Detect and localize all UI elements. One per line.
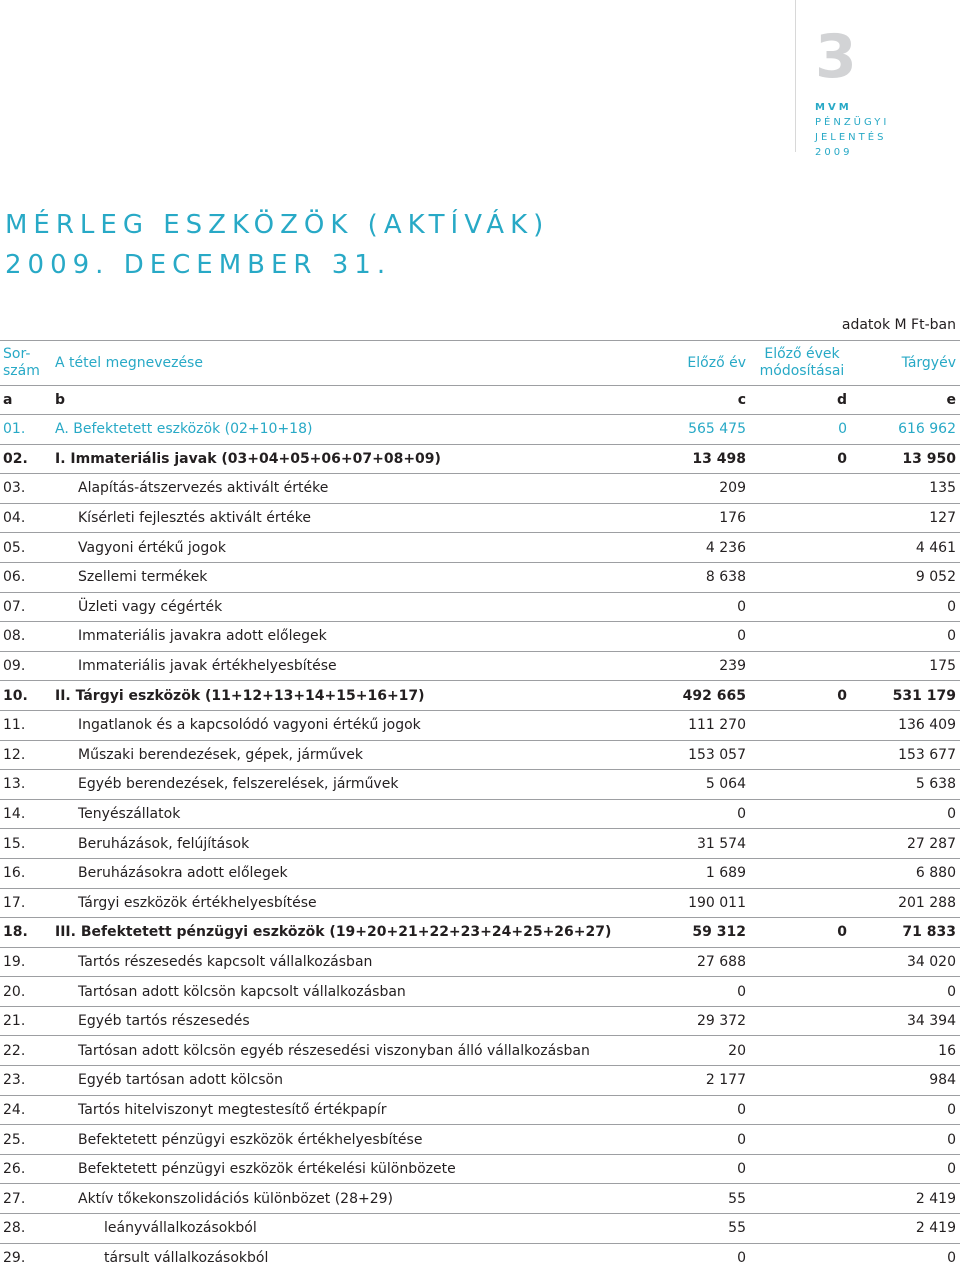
row-prev-year: 565 475 (627, 415, 750, 445)
row-label: társult vállalkozásokból (52, 1243, 627, 1272)
table-row (0, 1154, 960, 1184)
row-adjustment (750, 710, 855, 740)
header-current-year: Tárgyév (855, 341, 960, 386)
row-prev-year: 0 (627, 622, 750, 652)
row-adjustment (750, 1036, 855, 1066)
row-number: 27. (0, 1184, 52, 1214)
table-row (0, 592, 960, 622)
row-adjustment (750, 651, 855, 681)
row-prev-year: 0 (627, 592, 750, 622)
row-current-year: 6 880 (855, 858, 960, 888)
row-prev-year: 55 (627, 1184, 750, 1214)
table-row (0, 415, 960, 445)
row-number: 21. (0, 1006, 52, 1036)
title-line-2: 2009. DECEMBER 31. (5, 250, 392, 280)
row-current-year: 9 052 (855, 562, 960, 592)
row-number: 15. (0, 829, 52, 859)
page-title (5, 205, 549, 285)
row-current-year: 153 677 (855, 740, 960, 770)
table-row (0, 1095, 960, 1125)
row-prev-year: 492 665 (627, 681, 750, 711)
row-label: Ingatlanok és a kapcsolódó vagyoni értékű jogok (52, 710, 627, 740)
row-prev-year: 0 (627, 977, 750, 1007)
table-row (0, 1184, 960, 1214)
row-adjustment: 0 (750, 681, 855, 711)
table-row (0, 1066, 960, 1096)
row-label: Tartós részesedés kapcsolt vállalkozásban (52, 947, 627, 977)
row-adjustment (750, 1214, 855, 1244)
row-label: Aktív tőkekonszolidációs különbözet (28+29) (52, 1184, 627, 1214)
row-number: 13. (0, 770, 52, 800)
row-current-year: 71 833 (855, 918, 960, 948)
table-row (0, 829, 960, 859)
row-current-year: 0 (855, 622, 960, 652)
table-row (0, 562, 960, 592)
row-label: leányvállalkozásokból (52, 1214, 627, 1244)
row-adjustment (750, 562, 855, 592)
table-row (0, 444, 960, 474)
letter-d: d (750, 386, 855, 415)
row-current-year: 2 419 (855, 1214, 960, 1244)
row-adjustment (750, 1006, 855, 1036)
corner-divider (795, 0, 796, 152)
row-prev-year: 20 (627, 1036, 750, 1066)
row-prev-year: 13 498 (627, 444, 750, 474)
table-row (0, 977, 960, 1007)
row-label: Egyéb tartós részesedés (52, 1006, 627, 1036)
row-number: 04. (0, 503, 52, 533)
row-adjustment (750, 503, 855, 533)
row-current-year: 0 (855, 799, 960, 829)
row-label: A. Befektetett eszközök (02+10+18) (52, 415, 627, 445)
row-adjustment (750, 770, 855, 800)
row-adjustment: 0 (750, 918, 855, 948)
table-row (0, 1006, 960, 1036)
row-current-year: 531 179 (855, 681, 960, 711)
row-current-year: 135 (855, 474, 960, 504)
row-current-year: 0 (855, 592, 960, 622)
row-current-year: 27 287 (855, 829, 960, 859)
row-label: Egyéb berendezések, felszerelések, járművek (52, 770, 627, 800)
row-number: 16. (0, 858, 52, 888)
row-adjustment (750, 829, 855, 859)
row-adjustment (750, 977, 855, 1007)
header-sorszam: Sor- szám (0, 341, 52, 386)
row-prev-year: 1 689 (627, 858, 750, 888)
letter-c: c (627, 386, 750, 415)
row-number: 29. (0, 1243, 52, 1272)
row-label: Szellemi termékek (52, 562, 627, 592)
table-row (0, 681, 960, 711)
row-adjustment (750, 947, 855, 977)
row-number: 08. (0, 622, 52, 652)
row-adjustment (750, 740, 855, 770)
row-label: Immateriális javak értékhelyesbítése (52, 651, 627, 681)
table-row (0, 533, 960, 563)
header-adjustments: Előző évek módosításai (750, 341, 855, 386)
row-label: Kísérleti fejlesztés aktivált értéke (52, 503, 627, 533)
row-current-year: 2 419 (855, 1184, 960, 1214)
table-row (0, 1214, 960, 1244)
unit-note: adatok M Ft-ban (841, 317, 956, 333)
row-prev-year: 176 (627, 503, 750, 533)
row-label: Befektetett pénzügyi eszközök értékelési különbözete (52, 1154, 627, 1184)
row-number: 26. (0, 1154, 52, 1184)
row-adjustment (750, 888, 855, 918)
row-current-year: 0 (855, 1125, 960, 1155)
row-label: Tárgyi eszközök értékhelyesbítése (52, 888, 627, 918)
row-label: Tartósan adott kölcsön kapcsolt vállalkozásban (52, 977, 627, 1007)
row-number: 18. (0, 918, 52, 948)
letter-a: a (0, 386, 52, 415)
row-number: 19. (0, 947, 52, 977)
row-adjustment (750, 1095, 855, 1125)
table-row (0, 1036, 960, 1066)
row-label: Tartós hitelviszonyt megtestesítő értékpapír (52, 1095, 627, 1125)
row-prev-year: 111 270 (627, 710, 750, 740)
row-number: 23. (0, 1066, 52, 1096)
row-current-year: 0 (855, 1095, 960, 1125)
row-label: Tartósan adott kölcsön egyéb részesedési viszonyban álló vállalkozásban (52, 1036, 627, 1066)
row-adjustment (750, 1154, 855, 1184)
row-prev-year: 190 011 (627, 888, 750, 918)
row-prev-year: 209 (627, 474, 750, 504)
letter-e: e (855, 386, 960, 415)
row-prev-year: 153 057 (627, 740, 750, 770)
column-letter-row (0, 386, 960, 415)
row-number: 09. (0, 651, 52, 681)
table-row (0, 1243, 960, 1272)
corner-branding (815, 22, 960, 160)
row-prev-year: 0 (627, 1243, 750, 1272)
table-row (0, 918, 960, 948)
row-number: 17. (0, 888, 52, 918)
row-number: 11. (0, 710, 52, 740)
row-label: Immateriális javakra adott előlegek (52, 622, 627, 652)
row-number: 14. (0, 799, 52, 829)
row-number: 25. (0, 1125, 52, 1155)
row-number: 06. (0, 562, 52, 592)
row-number: 03. (0, 474, 52, 504)
row-current-year: 136 409 (855, 710, 960, 740)
row-number: 24. (0, 1095, 52, 1125)
row-current-year: 34 394 (855, 1006, 960, 1036)
row-label: III. Befektetett pénzügyi eszközök (19+20+21+22+23+24+25+26+27) (52, 918, 627, 948)
row-current-year: 4 461 (855, 533, 960, 563)
letter-b: b (52, 386, 627, 415)
row-prev-year: 4 236 (627, 533, 750, 563)
row-prev-year: 0 (627, 1154, 750, 1184)
table-row (0, 503, 960, 533)
row-label: Beruházások, felújítások (52, 829, 627, 859)
row-adjustment (750, 858, 855, 888)
row-number: 10. (0, 681, 52, 711)
row-prev-year: 29 372 (627, 1006, 750, 1036)
row-prev-year: 0 (627, 1095, 750, 1125)
report-year: 2009 (815, 147, 853, 158)
row-current-year: 34 020 (855, 947, 960, 977)
row-prev-year: 0 (627, 799, 750, 829)
row-number: 20. (0, 977, 52, 1007)
row-number: 07. (0, 592, 52, 622)
row-label: Vagyoni értékű jogok (52, 533, 627, 563)
table-row (0, 770, 960, 800)
row-adjustment (750, 592, 855, 622)
row-label: II. Tárgyi eszközök (11+12+13+14+15+16+17) (52, 681, 627, 711)
row-label: Műszaki berendezések, gépek, járművek (52, 740, 627, 770)
row-number: 12. (0, 740, 52, 770)
page-number: 3 (815, 22, 857, 92)
row-current-year: 984 (855, 1066, 960, 1096)
row-adjustment (750, 799, 855, 829)
header-name: A tétel megnevezése (52, 341, 627, 386)
table-row (0, 740, 960, 770)
row-current-year: 616 962 (855, 415, 960, 445)
table-row (0, 858, 960, 888)
row-current-year: 201 288 (855, 888, 960, 918)
row-number: 28. (0, 1214, 52, 1244)
row-number: 22. (0, 1036, 52, 1066)
header-prev-year: Előző év (627, 341, 750, 386)
row-prev-year: 59 312 (627, 918, 750, 948)
row-prev-year: 8 638 (627, 562, 750, 592)
row-prev-year: 2 177 (627, 1066, 750, 1096)
table-row (0, 622, 960, 652)
table-row (0, 888, 960, 918)
row-adjustment (750, 1066, 855, 1096)
row-number: 01. (0, 415, 52, 445)
table-row (0, 651, 960, 681)
row-label: Alapítás-átszervezés aktivált értéke (52, 474, 627, 504)
row-prev-year: 0 (627, 1125, 750, 1155)
row-current-year: 0 (855, 1154, 960, 1184)
table-row (0, 799, 960, 829)
header-row (0, 341, 960, 386)
row-current-year: 175 (855, 651, 960, 681)
row-prev-year: 27 688 (627, 947, 750, 977)
row-current-year: 5 638 (855, 770, 960, 800)
table-row (0, 1125, 960, 1155)
row-current-year: 0 (855, 1243, 960, 1272)
report-name: PÉNZÜGYI JELENTÉS (815, 117, 890, 143)
row-prev-year: 31 574 (627, 829, 750, 859)
row-adjustment: 0 (750, 444, 855, 474)
table-row (0, 710, 960, 740)
row-prev-year: 55 (627, 1214, 750, 1244)
row-adjustment (750, 1125, 855, 1155)
row-current-year: 127 (855, 503, 960, 533)
table-row (0, 947, 960, 977)
title-line-1: MÉRLEG ESZKÖZÖK (AKTÍVÁK) (5, 210, 550, 240)
row-number: 05. (0, 533, 52, 563)
table-row (0, 474, 960, 504)
row-label: Beruházásokra adott előlegek (52, 858, 627, 888)
row-label: Tenyészállatok (52, 799, 627, 829)
row-current-year: 16 (855, 1036, 960, 1066)
row-adjustment (750, 474, 855, 504)
row-adjustment (750, 1184, 855, 1214)
brand-block (815, 100, 960, 160)
row-adjustment (750, 533, 855, 563)
balance-sheet-table (0, 340, 960, 1272)
row-label: Egyéb tartósan adott kölcsön (52, 1066, 627, 1096)
row-adjustment (750, 622, 855, 652)
row-current-year: 0 (855, 977, 960, 1007)
row-prev-year: 239 (627, 651, 750, 681)
row-adjustment (750, 1243, 855, 1272)
row-number: 02. (0, 444, 52, 474)
company-name: MVM (815, 102, 852, 113)
row-label: Üzleti vagy cégérték (52, 592, 627, 622)
row-label: I. Immateriális javak (03+04+05+06+07+08+09) (52, 444, 627, 474)
row-adjustment: 0 (750, 415, 855, 445)
row-current-year: 13 950 (855, 444, 960, 474)
row-label: Befektetett pénzügyi eszközök értékhelyesbítése (52, 1125, 627, 1155)
row-prev-year: 5 064 (627, 770, 750, 800)
